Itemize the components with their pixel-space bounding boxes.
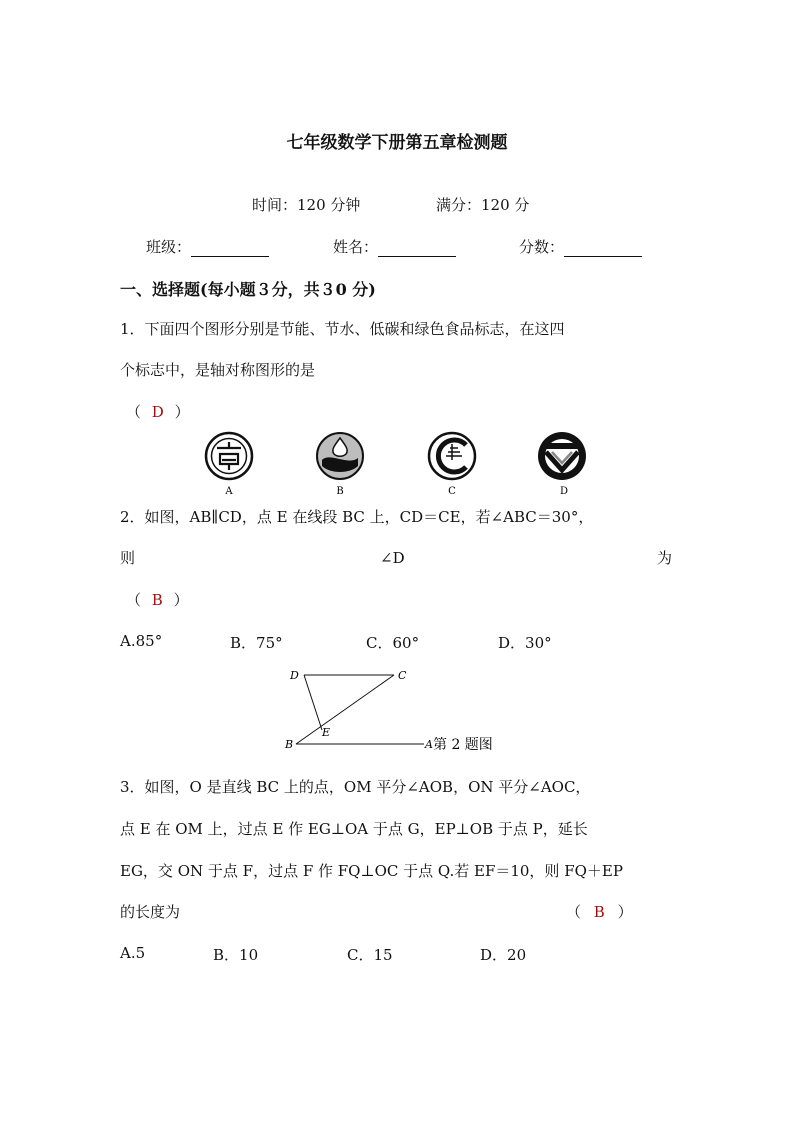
q1-logos: [200, 430, 600, 498]
q3-option-c: C．15: [347, 946, 393, 964]
q2-label-a: A: [425, 738, 433, 751]
q1-logo-label-b: B: [336, 486, 344, 497]
q2-answer: B: [151, 591, 163, 609]
score-blank[interactable]: [564, 242, 642, 257]
green-food-logo-icon: [538, 432, 586, 480]
q3-line3: EG，交 ON 于点 F，过点 F 作 FQ⊥OC 于点 Q.若 EF＝10，则 FQ＋EP: [120, 862, 623, 880]
q2-figure-caption: 第 2 题图: [433, 737, 493, 753]
q2-segment-de: [304, 675, 322, 730]
q2-option-c: C．60°: [366, 634, 420, 652]
q2-figure: [284, 664, 524, 756]
q1-paren-open: （: [126, 403, 142, 421]
q3-option-d: D．20: [480, 946, 527, 964]
class-field: [146, 236, 269, 257]
q2-label-e: E: [322, 726, 331, 739]
q1-line1: 1．下面四个图形分别是节能、节水、低碳和绿色食品标志，在这四: [120, 320, 565, 338]
q2-option-a: A.85°: [120, 632, 163, 650]
score-field: [519, 236, 642, 257]
name-label: 姓名：: [333, 238, 379, 256]
q3-paren-close: ）: [617, 903, 633, 921]
q1-logo-label-c: C: [448, 486, 456, 497]
q1-paren-close: ）: [174, 403, 190, 421]
q2-label-c: C: [398, 669, 407, 682]
q2-option-b: B．75°: [230, 634, 283, 652]
q3-line4: 的长度为: [120, 903, 181, 921]
q3-answer: B: [593, 903, 605, 921]
q3-option-a: A.5: [120, 944, 146, 962]
q3-line2: 点 E 在 OM 上，过点 E 作 EG⊥OA 于点 G，EP⊥OB 于点 P，延长: [120, 820, 588, 838]
exam-full-score: 满分：120 分: [436, 196, 530, 214]
q3-answer-row: [566, 902, 633, 922]
class-label: 班级：: [146, 238, 192, 256]
q3-line1: 3．如图，O 是直线 BC 上的点，OM 平分∠AOB，ON 平分∠AOC，: [120, 778, 591, 796]
q2-paren-close: ）: [173, 591, 189, 609]
section-heading: 一、选择题(每小题３分，共３0 分): [120, 280, 376, 299]
exam-time: 时间：120 分钟: [252, 196, 361, 214]
energy-saving-logo-icon: [206, 433, 252, 479]
q2-option-d: D．30°: [498, 634, 552, 652]
q1-logo-label-d: D: [559, 486, 569, 497]
water-saving-logo-icon: [317, 433, 363, 479]
name-field: [333, 236, 456, 257]
q2-angle: ∠D: [380, 549, 405, 567]
page-title: 七年级数学下册第五章检测题: [286, 133, 508, 153]
q3-option-b: B．10: [213, 946, 259, 964]
class-blank[interactable]: [191, 242, 269, 257]
q3-paren-open: （: [566, 903, 582, 921]
q2-label-b: B: [285, 738, 294, 751]
score-label: 分数：: [519, 238, 565, 256]
q1-answer-row: [126, 402, 190, 422]
name-blank[interactable]: [378, 242, 456, 257]
q1-logo-label-a: A: [225, 486, 233, 497]
q2-then: 则: [120, 549, 136, 567]
q2-label-d: D: [290, 669, 299, 682]
q1-line2: 个标志中，是轴对称图形的是: [120, 361, 316, 379]
q2-paren-open: （: [126, 591, 142, 609]
q2-segment-cb: [296, 675, 394, 744]
q2-line1: 2．如图，AB∥CD，点 E 在线段 BC 上，CD＝CE，若∠ABC＝30°，: [120, 508, 594, 526]
q2-is: 为: [657, 549, 673, 567]
q1-answer: D: [151, 403, 164, 421]
low-carbon-logo-icon: [429, 433, 475, 479]
q2-answer-row: [126, 590, 189, 610]
